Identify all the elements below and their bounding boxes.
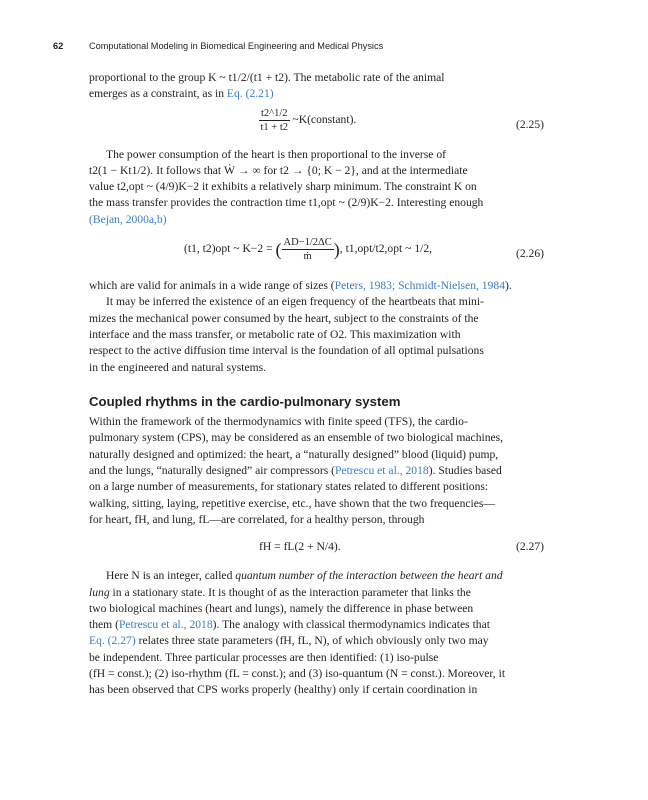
p3-text: which are valid for animals in a wide range of sizes ( xyxy=(89,279,335,293)
p6-lung-term: lung xyxy=(89,585,110,599)
running-title: Computational Modeling in Biomedical Engineering and Medical Physics xyxy=(89,41,384,51)
p2-line-1: The power consumption of the heart is then proportional to the inverse of xyxy=(106,147,446,161)
page-number: 62 xyxy=(53,41,64,51)
paragraph-4 xyxy=(89,294,544,375)
eq227-number: (2.27) xyxy=(515,540,544,554)
equation-2-25 xyxy=(89,103,544,147)
petrescu-citation-link-2[interactable]: Petrescu et al., 2018 xyxy=(118,618,213,632)
p6-line-7: (fH = const.); (2) iso-rhythm (fL = const.); and (3) iso-quantum (N = const.). Moreover, it xyxy=(89,667,506,681)
p4-line-4: respect to the active diffusion time interval is the foundation of all optimal pulsations xyxy=(89,344,484,358)
p4-line-3: interface and the mass transfer, or metabolic rate of O2. This maximization with xyxy=(89,327,461,341)
eq225-rhs: ~K(constant). xyxy=(292,112,357,126)
paragraph-2 xyxy=(89,147,544,228)
p5-line-1: Within the framework of the thermodynamics with finite speed (TFS), the cardio- xyxy=(89,415,468,429)
p6-line-8: has been observed that CPS works properly (healthy) only if certain coordination in xyxy=(89,683,478,697)
equation-2-27 xyxy=(89,528,544,568)
eq226-lhs: (t1, t2)opt ~ K−2 = xyxy=(184,242,273,256)
p5-line-4-end: ). Studies based xyxy=(428,464,502,478)
p6-quantum-term: quantum number of the interaction between the heart and xyxy=(235,569,503,583)
eq225-denominator: t1 + t2 xyxy=(260,121,289,133)
p1-line-1: proportional to the group K ~ t1/2/(t1 + t2). The metabolic rate of the animal xyxy=(89,71,445,84)
p6-line-4: them ( xyxy=(89,618,119,632)
eq227-expression: fH = fL(2 + N/4). xyxy=(259,540,341,554)
p5-line-6: walking, sitting, laying, repetitive exercise, etc., have shown that the two frequencies— xyxy=(89,496,495,510)
p2-line-4: the mass transfer provides the contraction time t1,opt ~ (2/9)K−2. Interesting enough xyxy=(89,196,484,210)
eq225-fraction xyxy=(259,107,290,134)
p4-line-1: It may be inferred the existence of an eigen frequency of the heartbeats that mini- xyxy=(106,295,484,309)
equation-2-26: (t1, t2)opt ~ K−2 = ( $\frac{AD-1/2\Delta C}{\text{ṁ}}$ ), t1,opt/t2,opt ~ 1/2, (2.26) xyxy=(184,237,544,263)
eq226-fraction xyxy=(282,236,334,263)
page-body xyxy=(89,70,544,699)
paragraph-6 xyxy=(89,568,544,698)
paragraph-1 xyxy=(89,70,544,103)
eq226-denominator: ṁ xyxy=(303,251,312,263)
p5-line-3: naturally designed and optimized: the heart, a “naturally designed” blood (liquid) pump, xyxy=(89,447,499,461)
eq-2-21-link[interactable]: Eq. (2.21) xyxy=(226,87,274,101)
p4-line-5: in the engineered and natural systems. xyxy=(89,360,267,374)
peters-citation-link[interactable]: Peters, 1983; Schmidt-Nielsen, 1984 xyxy=(334,279,505,293)
p6-line-1: Here N is an integer, called xyxy=(106,569,233,583)
section-heading: Coupled rhythms in the cardio-pulmonary system xyxy=(89,393,401,409)
bejan-citation-link[interactable]: (Bejan, 2000a,b) xyxy=(89,212,167,226)
p6-line-4-end: ). The analogy with classical thermodynamics indicates that xyxy=(212,618,490,632)
p2-line-2: t2(1 − Kt1/2). It follows that Ẇ → ∞ for t2 → {0; K − 2}, and at the intermediate xyxy=(89,163,468,177)
p1-line-2: emerges as a constraint, as in xyxy=(89,87,225,101)
eq225-numerator: t2^1/2 xyxy=(261,107,288,119)
p5-line-5: on a large number of measurements, for stationary states related to different positions: xyxy=(89,480,489,494)
eq-2-27-link[interactable]: Eq. (2.27) xyxy=(89,634,136,648)
p5-line-4: and the lungs, “naturally designed” air compressors ( xyxy=(89,464,335,478)
petrescu-citation-link-1[interactable]: Petrescu et al., 2018 xyxy=(334,464,429,478)
eq226-number: (2.26) xyxy=(515,247,544,261)
p6-line-2: in a stationary state. It is thought of as the interaction parameter that links the xyxy=(112,585,471,599)
p4-line-2: mizes the mechanical power consumed by the heart, subject to the constraints of the xyxy=(89,311,479,325)
p3-end: ). xyxy=(505,279,512,293)
p6-line-6: be independent. Three particular processes are then identified: (1) iso-pulse xyxy=(89,650,439,664)
p5-line-7: for heart, fH, and lung, fL—are correlated, for a healthy person, through xyxy=(89,512,425,526)
p6-line-5: relates three state parameters (fH, fL, N), of which obviously only two may xyxy=(138,634,489,648)
p6-line-3: two biological machines (heart and lungs), namely the difference in phase between xyxy=(89,601,474,615)
p5-line-2: pulmonary system (CPS), may be considered as an ensemble of two biological machines, xyxy=(89,431,504,445)
eq225-number: (2.25) xyxy=(515,117,544,131)
eq226-tail: , t1,opt/t2,opt ~ 1/2, xyxy=(339,242,433,256)
eq226-numerator: AD−1/2ΔC xyxy=(283,237,332,249)
paragraph-5 xyxy=(89,414,544,528)
running-header xyxy=(53,41,608,55)
paragraph-3 xyxy=(89,278,544,294)
p2-line-3: value t2,opt ~ (4/9)K−2 it exhibits a relatively sharp minimum. The constraint K on xyxy=(89,180,477,194)
